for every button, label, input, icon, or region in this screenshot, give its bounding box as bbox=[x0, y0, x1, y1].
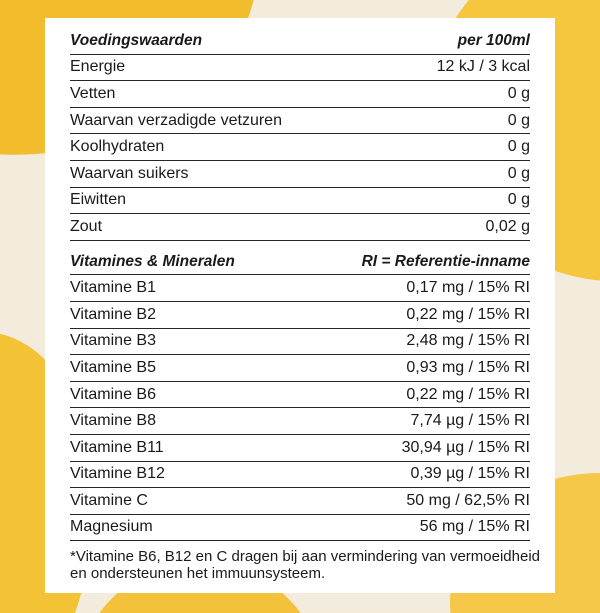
table-row bbox=[70, 302, 530, 329]
row-value: 0 g bbox=[507, 138, 530, 156]
nutrition-header-row bbox=[70, 28, 530, 55]
row-value: 0 g bbox=[507, 84, 530, 102]
row-value: 56 mg / 15% RI bbox=[419, 518, 530, 536]
row-label: Magnesium bbox=[70, 518, 153, 536]
row-label: Vetten bbox=[70, 84, 116, 102]
footnote: *Vitamine B6, B12 en C dragen bij aan vermindering van vermoeidheid en ondersteunen het immuunsysteem. bbox=[70, 548, 541, 582]
row-label: Waarvan suikers bbox=[70, 164, 189, 182]
row-label: Vitamine B12 bbox=[70, 465, 165, 483]
table-row bbox=[70, 81, 530, 108]
row-value: 12 kJ / 3 kcal bbox=[436, 58, 530, 76]
row-label: Vitamine B11 bbox=[70, 438, 164, 456]
row-label: Eiwitten bbox=[70, 191, 127, 209]
table-row bbox=[70, 382, 530, 409]
table-row bbox=[70, 408, 530, 435]
table-row bbox=[70, 161, 530, 188]
vitamins-header-note: RI = Referentie-inname bbox=[361, 252, 530, 270]
row-label: Waarvan verzadigde vetzuren bbox=[70, 111, 282, 129]
vitamins-header-row bbox=[70, 249, 530, 276]
row-value: 7,74 µg / 15% RI bbox=[410, 412, 530, 430]
row-label: Zout bbox=[70, 217, 103, 235]
nutrition-label-card bbox=[45, 18, 555, 593]
row-label: Vitamine B1 bbox=[70, 279, 156, 297]
row-label: Vitamine B6 bbox=[70, 385, 156, 403]
row-label: Vitamine B3 bbox=[70, 332, 156, 350]
row-value: 0 g bbox=[507, 164, 530, 182]
table-row bbox=[70, 134, 530, 161]
row-label: Energie bbox=[70, 58, 126, 76]
row-label: Koolhydraten bbox=[70, 138, 165, 156]
row-label: Vitamine B5 bbox=[70, 358, 156, 376]
vitamins-header-label: Vitamines & Mineralen bbox=[70, 252, 235, 270]
table-row bbox=[70, 435, 530, 462]
table-row bbox=[70, 515, 530, 542]
table-row bbox=[70, 275, 530, 302]
row-value: 0 g bbox=[507, 191, 530, 209]
table-row bbox=[70, 214, 530, 241]
nutrition-table bbox=[70, 28, 530, 541]
row-value: 0,17 mg / 15% RI bbox=[406, 279, 530, 297]
row-label: Vitamine B2 bbox=[70, 305, 156, 323]
row-label: Vitamine C bbox=[70, 491, 148, 509]
table-row bbox=[70, 462, 530, 489]
table-row bbox=[70, 108, 530, 135]
row-label: Vitamine B8 bbox=[70, 412, 156, 430]
nutrition-header-label: Voedingswaarden bbox=[70, 32, 203, 50]
row-value: 0,02 g bbox=[485, 217, 530, 235]
row-value: 0,39 µg / 15% RI bbox=[410, 465, 530, 483]
row-value: 0,93 mg / 15% RI bbox=[406, 358, 530, 376]
table-row bbox=[70, 55, 530, 82]
table-row bbox=[70, 188, 530, 215]
nutrition-header-unit: per 100ml bbox=[457, 32, 530, 50]
table-row bbox=[70, 355, 530, 382]
row-value: 0 g bbox=[507, 111, 530, 129]
row-value: 50 mg / 62,5% RI bbox=[406, 491, 530, 509]
row-value: 0,22 mg / 15% RI bbox=[406, 305, 530, 323]
row-value: 2,48 mg / 15% RI bbox=[406, 332, 530, 350]
row-value: 30,94 µg / 15% RI bbox=[401, 438, 530, 456]
row-value: 0,22 mg / 15% RI bbox=[406, 385, 530, 403]
table-row bbox=[70, 488, 530, 515]
table-row bbox=[70, 329, 530, 356]
